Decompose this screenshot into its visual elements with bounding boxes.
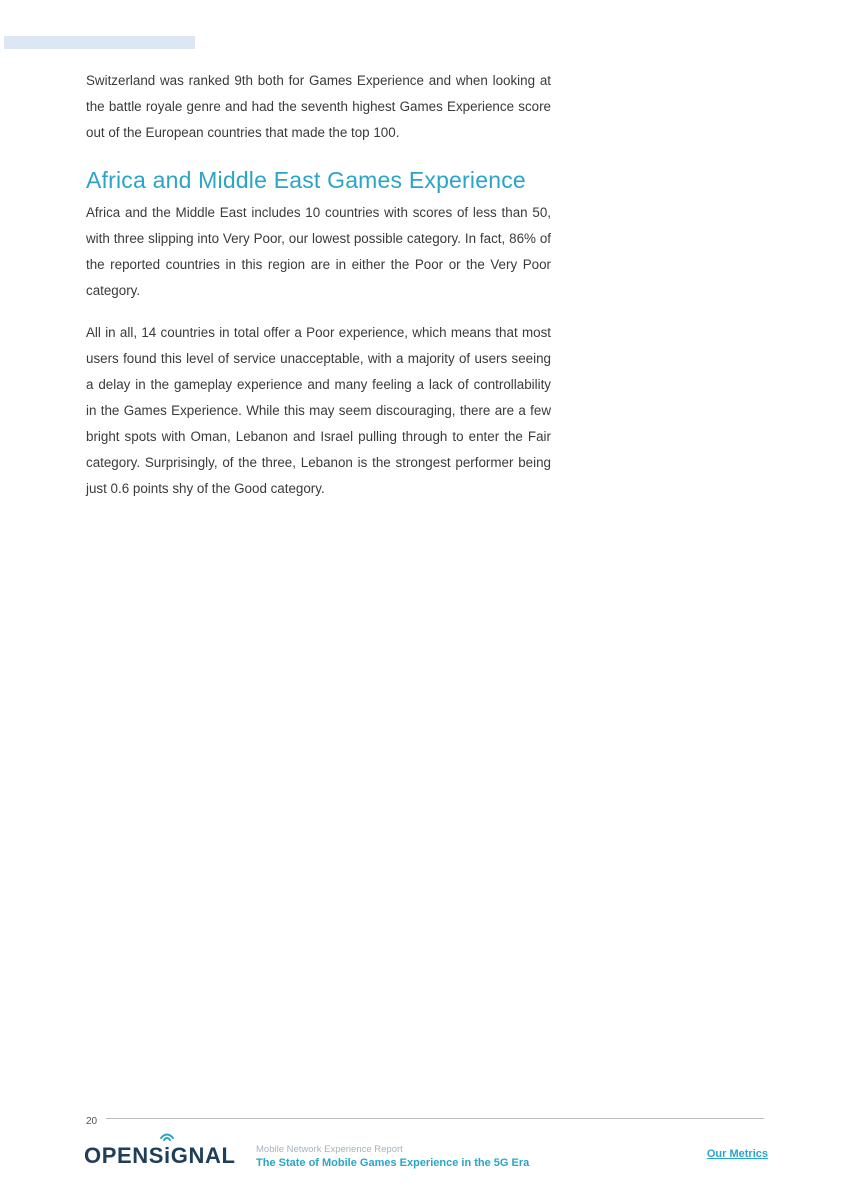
intro-paragraph: Switzerland was ranked 9th both for Games Experience and when looking at the battle royale genre and had the seventh highest Games Experience score out of the European countries that made the top 100. bbox=[86, 73, 551, 140]
page-number: 20 bbox=[86, 1116, 98, 1127]
opensignal-logo bbox=[84, 1139, 235, 1173]
our-metrics-link[interactable]: Our Metrics bbox=[706, 1148, 768, 1160]
signal-waves-icon bbox=[158, 1130, 176, 1142]
logo-text-i: i bbox=[164, 1143, 171, 1168]
logo-text-end: GNAL bbox=[170, 1143, 236, 1168]
top-header-band bbox=[4, 36, 195, 49]
footer-divider bbox=[106, 1118, 764, 1119]
report-title: The State of Mobile Games Experience in the 5G Era bbox=[256, 1157, 530, 1169]
report-series: Mobile Network Experience Report bbox=[256, 1144, 403, 1155]
logo-text-start: OPENS bbox=[84, 1143, 165, 1168]
main-content bbox=[86, 68, 551, 502]
logo-i-with-signal bbox=[164, 1143, 171, 1169]
body-paragraph-1: Africa and the Middle East includes 10 countries with scores of less than 50, with three slipping into Very Poor, our lowest possible category. In fact, 86% of the reported countries in this region are in either the Poor or the Very Poor category. bbox=[86, 205, 551, 298]
section-heading: Africa and Middle East Games Experience bbox=[86, 167, 526, 193]
report-titles bbox=[256, 1143, 529, 1170]
body-paragraph-2: All in all, 14 countries in total offer a Poor experience, which means that most users found this level of service unacceptable, with a majority of users seeing a delay in the gameplay experience and many feeling a lack of controllability in the Games Experience. While this may seem discouraging, there are a few bright spots with Oman, Lebanon and Israel pulling through to enter the Fair category. Surprisingly, of the three, Lebanon is the strongest performer being just 0.6 points shy of the Good category. bbox=[86, 325, 551, 496]
